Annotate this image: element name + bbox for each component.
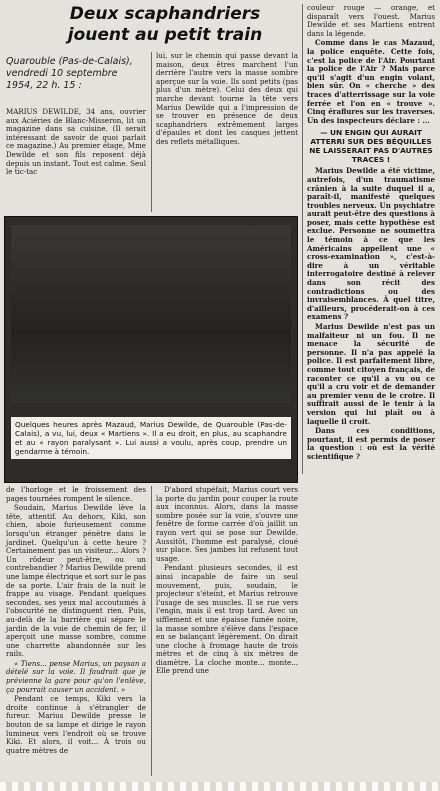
headline-line-1: Deux scaphandriers [69,4,261,24]
article-paragraph: Pendant plusieurs secondes, il est ainsi incapable de faire un seul mouvement, puis, soudain, le projecteur s'éteint, et Marius retrouve l'usage de ses muscles. Il se rue vers l'engin, mais il est trop tard. Avec un sifflement et une épaisse fumée noire, la masse sombre s'élève dans l'espace en se balançant légèrement. On dirait une cloche à fromage haute de trois mètres et de cinq à six mètres de diamètre. La cloche monte... monte... Elle prend une [156,563,298,676]
article-paragraph: Comme dans le cas Mazaud, la police enquête. Cette fois, c'est la police de l'Air. Pourtant la police de l'Air ? Mais parce qu'il s'agit d'un engin volant, bien sûr. On « cherche » des traces d'atterrissage sur la voie ferrée et l'on en « trouve ». Cinq éraflures sur les traverses. Un des inspecteurs déclare : ... [307,38,435,125]
photo-image [11,225,291,403]
article-paragraph: Soudain, Marius Dewilde lève la tête, attentif. Au dehors, Kiki, son chien, aboie furieusement comme lorsqu'un étranger pénètre dans le jardinet. Quelqu'un à cette heure ? Certainement pas un visiteur... Alors ? Un rôdeur peut-être, ou un contrebandier ? Marius Dewilde prend une lampe électrique et sort sur le pas de sa porte. L'air frais de la nuit le frappe au visage. Pendant quelques secondes, ses yeux mal accoutumés à l'obscurité ne distinguent rien. Puis, au-delà de la barrière qui sépare le jardin de la voie de chemin de fer, il aperçoit une masse sombre, comme une charrette abandonnée sur les rails. [6,503,146,659]
article-paragraph: Marius Dewilde a été victime, autrefois, d'un traumatisme crânien à la suite duquel il a, paraît-il, manifesté quelques troubles nerveux. Un psychiatre aurait peut-être des questions à poser, mais cette hypothèse est exclue. Personne ne soumettra le témoin à ce que les Américains appellent une « cross-examination », c'est-à-dire à un véritable interrogatoire destiné à relever dans son récit des contradictions ou des invraisemblances. À quel titre, d'ailleurs, procéderait-on à ces examens ? [307,166,435,322]
column-1-bottom [6,486,146,756]
column-divider [302,4,303,474]
headline-line-2: jouent au petit train [67,25,263,45]
article-paragraph: D'abord stupéfait, Marius court vers la porte du jardin pour couper la route aux inconnus. Alors, dans la masse sombre posée sur la voie, s'ouvre une fenêtre de forme carrée d'où jaillit un rayon vert qui se pose sur Dewilde. Aussitôt, l'homme est paralysé, cloué sur place. Ses jambes lui refusent tout usage. [156,485,298,563]
article-paragraph: Pendant ce temps, Kiki vers la droite continue à s'étrangler de fureur. Marius Dewilde presse le bouton de sa lampe et dirige le rayon lumineux vers l'endroit où se trouve Kiki. Et alors, il voit... À trois ou quatre mètres de [6,694,146,755]
column-divider [151,52,152,212]
column-2-bottom [156,486,298,677]
article-paragraph: Dans ces conditions, pourtant, il est permis de poser la question : où est la vérité scientifique ? [307,426,435,461]
article-photo [4,216,298,483]
dateline: Quarouble (Pas-de-Calais), vendredi 10 septembre 1954, 22 h. 15 : [6,56,133,91]
headline [40,4,290,46]
article-paragraph: couleur rouge — orange, et disparaît vers l'ouest. Marius Dewilde et ses Martiens entrent dans la légende. [307,3,435,38]
article-intro-paragraph: MARIUS DEWILDE, 34 ans, ouvrier aux Aciéries de Blanc-Misseron, lit un magazine dans sa cuisine. (Il serait intéressant de savoir de quoi parlait ce magazine.) Au premier étage, Mme Dewilde et son fils reposent déjà depuis un instant. Tout est calme. Seul le tic-tac [6,107,146,177]
article-quote: « Tiens... pense Marius, un paysan a dételé sur la voie. Il faudrait que je prévienne la gare pour qu'on l'enlève, ça pourrait causer un accident. » [6,658,146,694]
photo-caption: Quelques heures après Mazaud, Marius Dewilde, de Quarouble (Pas-de-Calais), a vu, lui, deux « Martiens ». Il a eu droit, en plus, au scaphandre et au « rayon paralysant ». Lui aussi a voulu, après coup, prendre un gendarme à témoin. [11,417,291,459]
column-1-top [6,108,146,178]
article-paragraph: lui, sur le chemin qui passe devant la maison, deux êtres marchent l'un derrière l'autre vers la masse sombre aperçue sur la voie. Ils sont petits (pas plus d'un mètre). Celui des deux qui marche devant tourne la tête vers Marius Dewilde qui a l'impression de se trouver en présence de deux scaphandriers extrêmement larges d'épaules et dont les casques jettent des reflets métalliques. [156,51,298,146]
article-paragraph: de l'horloge et le froissement des pages tournées rompent le silence. [6,485,146,503]
column-divider [151,486,152,776]
column-2-top [156,52,298,148]
article-paragraph: Marius Dewilde n'est pas un malfaiteur ni un fou. Il ne menace la sécurité de personne. Il n'a pas appelé la police. Il est parfaitement libre, comme tout citoyen français, de raconter ce qu'il a vu ou ce qu'il a cru voir et de demander au premier venu de le croire. Il suffirait aussi de le tenir à la version qui lui plaît ou à laquelle il croit. [307,322,435,426]
column-3 [307,4,435,463]
torn-edge [0,782,440,791]
subheading: — UN ENGIN QUI AURAIT ATTERRI SUR DES BÉQUILLES NE LAISSERAIT PAS D'AUTRES TRACES ! [309,128,433,165]
